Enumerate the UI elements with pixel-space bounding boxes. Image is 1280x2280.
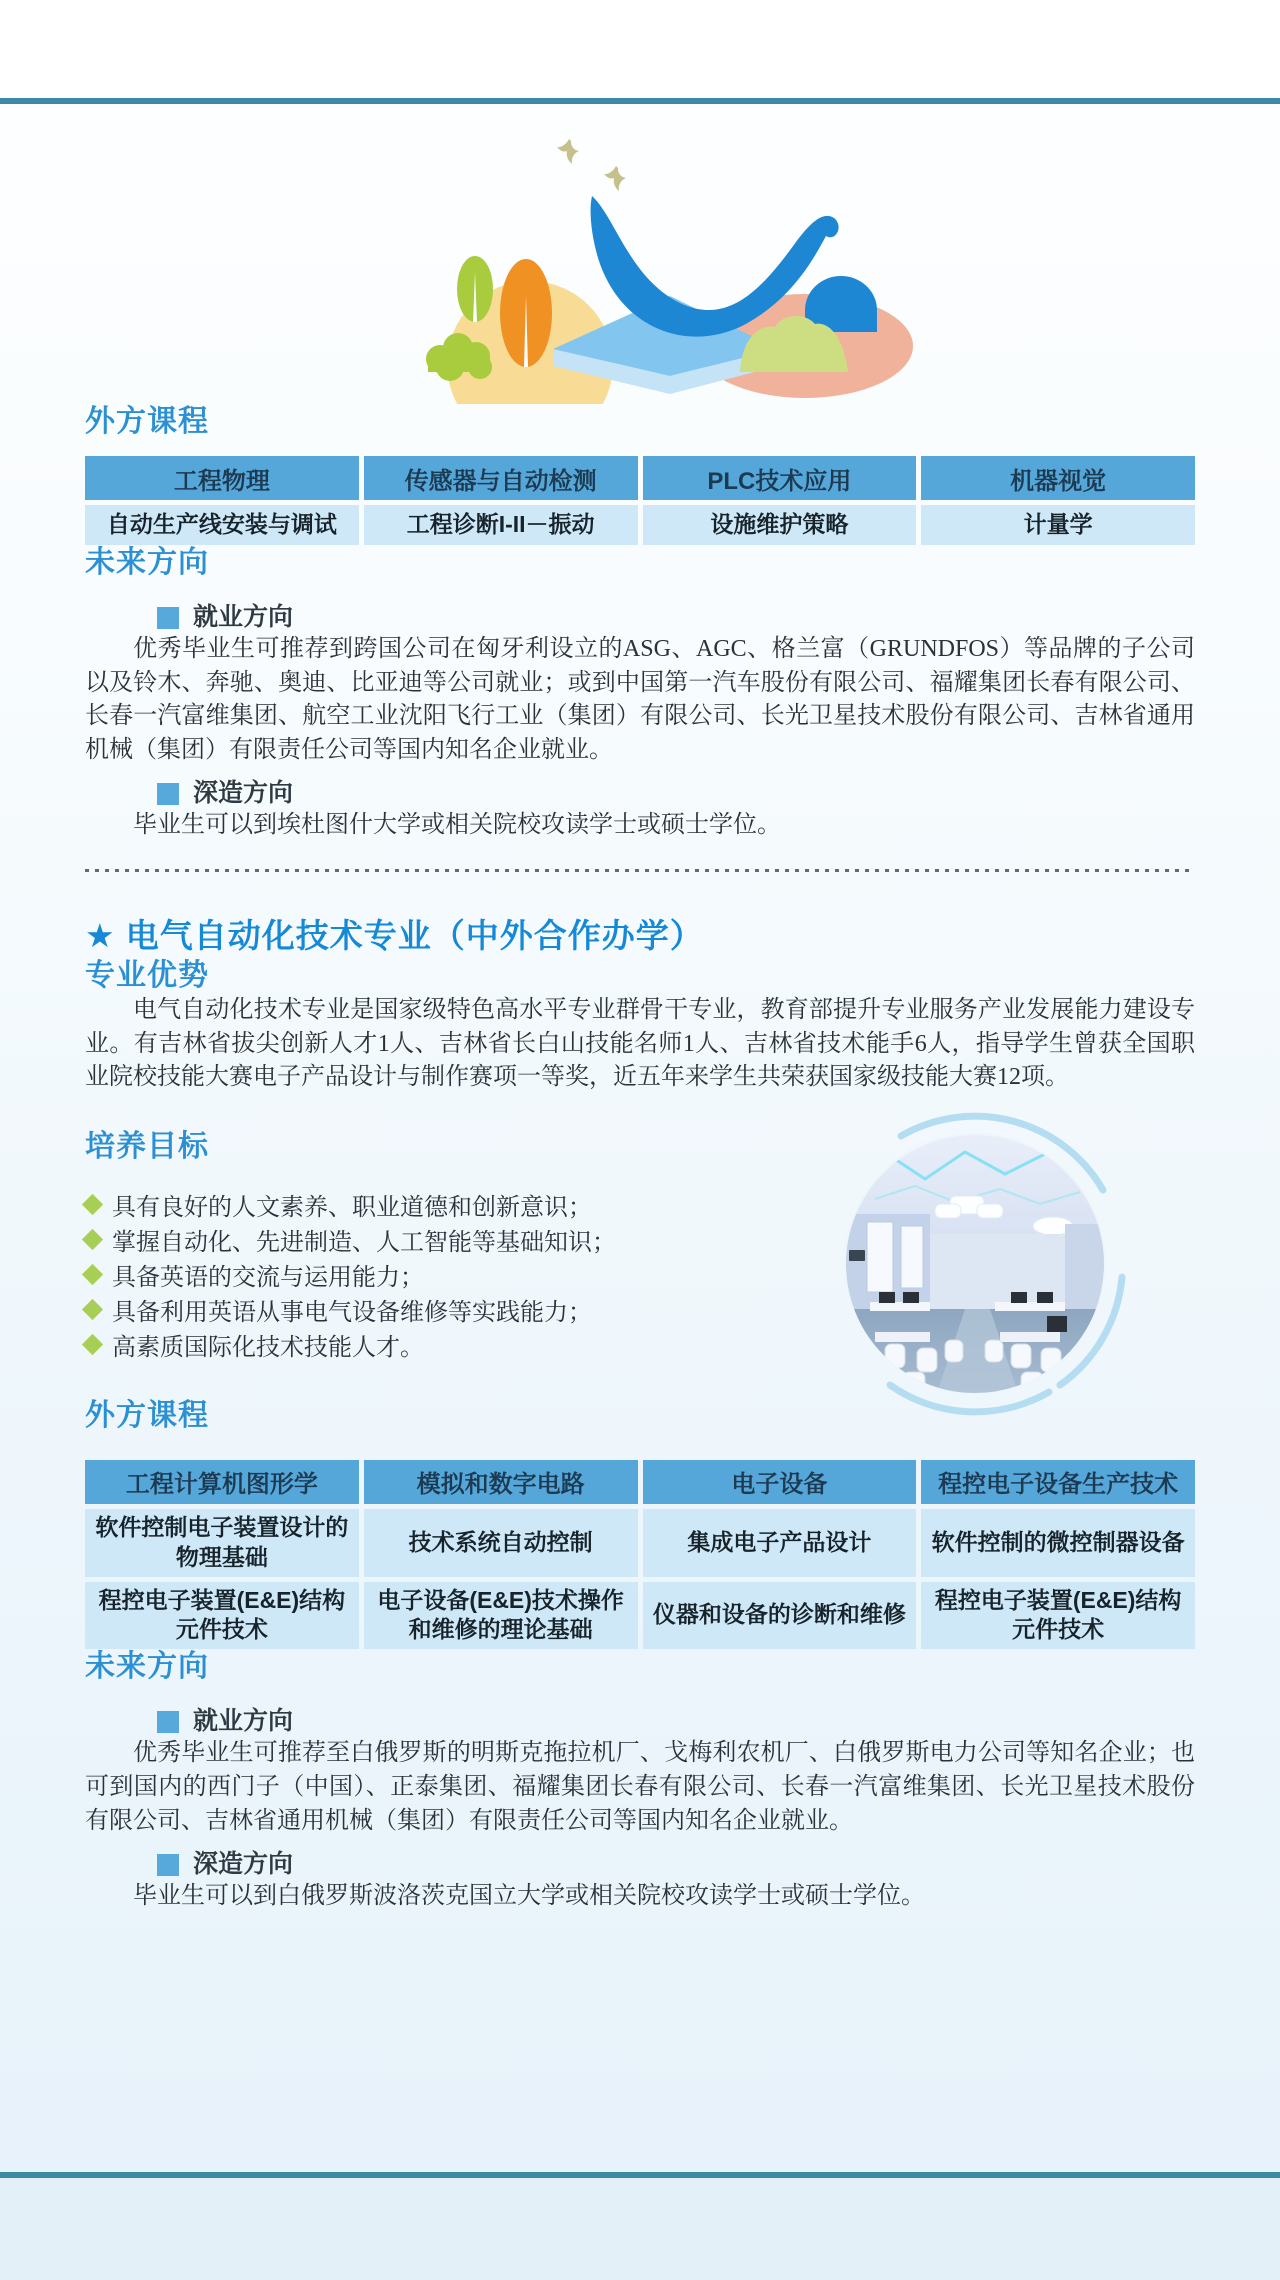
study-label: 深造方向: [193, 1851, 294, 1879]
table-cell: 电子设备(E&E)技术操作和维修的理论基础: [364, 1582, 638, 1650]
employment-text-1: 优秀毕业生可推荐到跨国公司在匈牙利设立的ASG、AGC、格兰富（GRUNDFOS）等品牌的子公司以及铃木、奔驰、奥迪、比亚迪等公司就业；或到中国第一汽车股份有限公司、福耀集团长春有限公司、长春一汽富维集团、航空工业沈阳飞行工业（集团）有限公司、长光卫星技术股份有限公司、吉林省通用机械（集团）有限责任公司等国内知名企业就业。: [85, 636, 1195, 763]
major-title: ★ 电气自动化技术专业（中外合作办学）: [85, 916, 704, 954]
square-bullet-icon: [157, 783, 179, 805]
courses-table-2: [85, 1460, 1195, 1650]
diamond-bullet-icon: [82, 1299, 103, 1320]
dotted-divider: [85, 869, 1195, 872]
employment-text-2: 优秀毕业生可推荐至白俄罗斯的明斯克拖拉机厂、戈梅利农机厂、白俄罗斯电力公司等知名企业；也可到国内的西门子（中国）、正泰集团、福耀集团长春有限公司、长春一汽富维集团、长光卫星技术股份有限公司、吉林省通用机械（集团）有限责任公司等国内知名企业就业。: [85, 1740, 1195, 1834]
goal-text: 掌握自动化、先进制造、人工智能等基础知识；: [112, 1229, 616, 1256]
training-goals-list: [85, 1187, 815, 1362]
diamond-bullet-icon: [82, 1194, 103, 1215]
goal-item: [85, 1327, 815, 1362]
courses-table-1: [85, 456, 1195, 545]
study-text-2: 毕业生可以到白俄罗斯波洛茨克国立大学或相关院校攻读学士或硕士学位。: [133, 1883, 925, 1910]
goal-text: 具备英语的交流与运用能力；: [112, 1264, 424, 1291]
training-goals-section: [85, 1129, 1195, 1414]
goal-text: 具有良好的人文素养、职业道德和创新意识；: [112, 1194, 592, 1221]
table-cell: 技术系统自动控制: [364, 1509, 638, 1577]
goal-text: 高素质国际化技术技能人才。: [112, 1334, 424, 1361]
content-area: [0, 104, 1280, 2172]
photo-window: [901, 1226, 923, 1288]
table-header-cell: 传感器与自动检测: [364, 456, 638, 500]
goal-item: [85, 1257, 815, 1292]
table-cell: 集成电子产品设计: [643, 1509, 917, 1577]
table-cell: 工程诊断I-II－振动: [364, 505, 638, 545]
future-direction-heading-1: 未来方向: [85, 546, 209, 579]
study-label: 深造方向: [193, 780, 294, 808]
square-bullet-icon: [157, 1711, 179, 1733]
training-goals-heading: 培养目标: [85, 1129, 209, 1163]
goal-item: [85, 1187, 815, 1222]
table-header-cell: 电子设备: [643, 1460, 917, 1504]
table-cell: 程控电子装置(E&E)结构元件技术: [85, 1582, 359, 1650]
diamond-bullet-icon: [82, 1264, 103, 1285]
hero-illustration-wrap: [85, 134, 1195, 404]
table-cell: 仪器和设备的诊断和维修: [643, 1582, 917, 1650]
goal-item: [85, 1222, 815, 1257]
table-cell: 软件控制的微控制器设备: [921, 1509, 1195, 1577]
foreign-courses-heading-2: 外方课程: [85, 1398, 209, 1432]
employment-label: 就业方向: [193, 604, 294, 631]
campus-landscape-illustration: [420, 134, 1100, 404]
goal-item: [85, 1292, 815, 1327]
employment-bullet-row: [157, 603, 1195, 633]
table-header-cell: 工程物理: [85, 456, 359, 500]
table-cell: 设施维护策略: [643, 505, 917, 545]
square-bullet-icon: [157, 1854, 179, 1876]
future-direction-heading-2: 未来方向: [85, 1650, 209, 1684]
table-header-cell: 程控电子设备生产技术: [921, 1460, 1195, 1504]
classroom-photo-wrap: [815, 1104, 1195, 1414]
photo-back-wall: [930, 1234, 1075, 1312]
bird-icon: [557, 139, 579, 164]
study-bullet-row: [157, 1850, 1195, 1880]
employment-bullet-row: [157, 1707, 1195, 1737]
table-cell: 程控电子装置(E&E)结构元件技术: [921, 1582, 1195, 1650]
blue-dome-shape: [805, 276, 877, 332]
photo-window: [867, 1222, 893, 1292]
square-bullet-icon: [157, 607, 179, 629]
table-cell: 软件控制电子装置设计的物理基础: [85, 1509, 359, 1577]
table-header-cell: PLC技术应用: [643, 456, 917, 500]
employment-label: 就业方向: [193, 1708, 294, 1736]
table-cell: 计量学: [921, 505, 1195, 545]
study-bullet-row: [157, 779, 1195, 809]
table-cell: 自动生产线安装与调试: [85, 505, 359, 545]
foreign-courses-heading-1: 外方课程: [85, 405, 209, 438]
diamond-bullet-icon: [82, 1229, 103, 1250]
bird-icon: [604, 166, 626, 191]
classroom-photo: [815, 1104, 1135, 1424]
table-header-cell: 工程计算机图形学: [85, 1460, 359, 1504]
top-white-strip: [0, 0, 1280, 98]
bottom-footer-area: [0, 2178, 1280, 2280]
table-header-cell: 机器视觉: [921, 456, 1195, 500]
training-goals-left: [85, 1129, 815, 1414]
goal-text: 具备利用英语从事电气设备维修等实践能力；: [112, 1299, 592, 1326]
diamond-bullet-icon: [82, 1334, 103, 1355]
advantages-heading: 专业优势: [85, 958, 209, 992]
advantages-text: 电气自动化技术专业是国家级特色高水平专业群骨干专业，教育部提升专业服务产业发展能力建设专业。有吉林省拔尖创新人才1人、吉林省长白山技能名师1人、吉林省技术能手6人，指导学生曾获全国职业院校技能大赛电子产品设计与制作赛项一等奖，近五年来学生共荣获国家级技能大赛12项。: [85, 996, 1195, 1091]
study-text-1: 毕业生可以到埃杜图什大学或相关院校攻读学士或硕士学位。: [133, 812, 781, 839]
table-header-cell: 模拟和数字电路: [364, 1460, 638, 1504]
photo-tv-screen: [849, 1250, 865, 1261]
